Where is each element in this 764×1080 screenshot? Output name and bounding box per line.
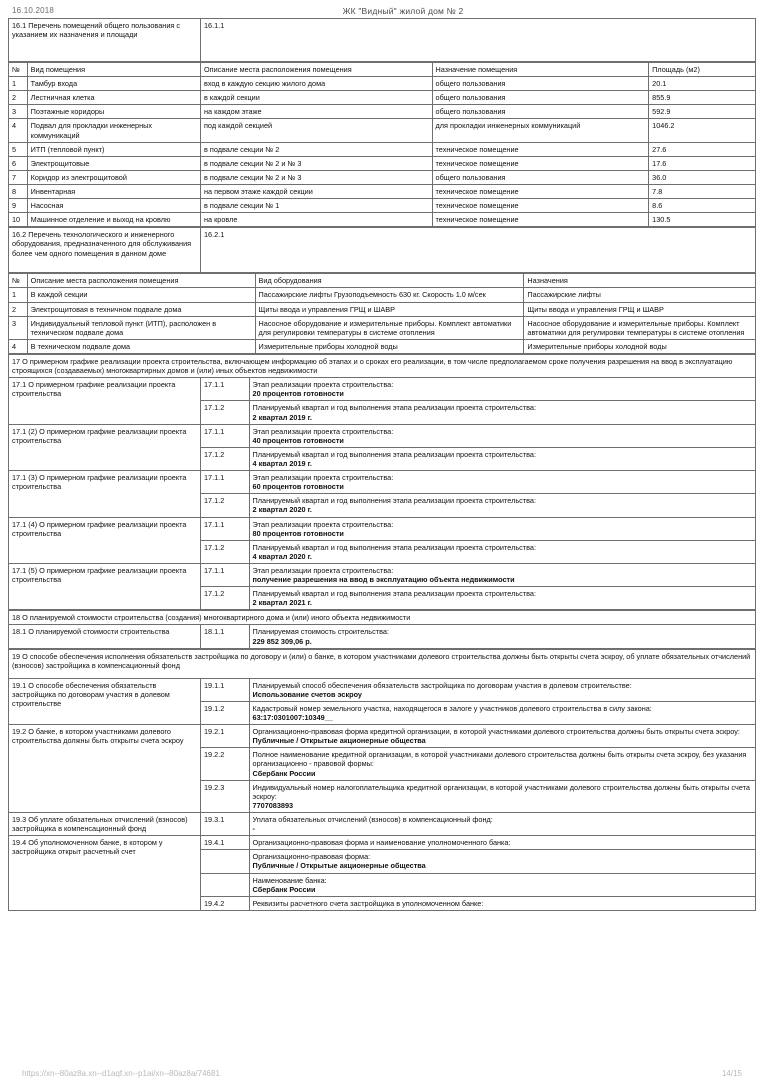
cell-location: вход в каждую секцию жилого дома [200,77,432,91]
cell-location: на первом этаже каждой секции [200,184,432,198]
cell-location: в каждой секции [200,91,432,105]
item-caption: Планируемый способ обеспечения обязательств застройщика по договорам участия в долевом строительстве: [252,680,632,690]
cell-num: 3 [9,316,28,339]
item-value: - [252,824,255,834]
cell-purpose: Насосное оборудование и измерительные приборы. Комплект автоматики для регулировки температуры в системе отопления [524,316,756,339]
cell-equipment: Измерительные приборы холодной воды [255,339,524,353]
item-code: 19.2.3 [200,780,249,812]
item-code: 17.1.2 [200,401,249,424]
cell-num: 6 [9,156,28,170]
table-section-19 [8,649,756,911]
item-value-cell [249,517,755,540]
group-17-1-label: 17.1 О примерном графике реализации проекта строительства [9,378,201,424]
cell-type: Машинное отделение и выход на кровлю [27,213,200,227]
cell-area: 17.6 [649,156,756,170]
item-caption: Наименование банка: [252,875,327,885]
table-16-2-header-row [9,274,756,288]
header-date: 16.10.2018 [12,6,55,15]
item-value-cell [249,725,755,748]
item-value-cell [249,540,755,563]
block-19-4-label: 19.4 Об уполномоченном банке, в котором у застройщика открыт расчетный счет [9,836,201,911]
item-code: 19.4.1 [200,836,249,850]
col-head-equipment: Вид оборудования [255,274,524,288]
header-title: ЖК "Видный" жилой дом № 2 [342,6,464,16]
item-caption: Реквизиты расчетного счета застройщика в уполномоченном банке: [252,898,484,908]
item-caption: Планируемый квартал и год выполнения этапа реализации проекта строительства: [252,449,537,459]
cell-location: В техническом подвале дома [27,339,255,353]
table-16-2-title [8,227,756,273]
col-head-num: № [9,274,28,288]
item-value: 63:17:0301007:10349__ [252,713,333,723]
item-value-cell [249,378,755,401]
cell-area: 7.8 [649,184,756,198]
item-value-cell [249,563,755,586]
cell-purpose: общего пользования [432,170,649,184]
block-16-1-code: 16.1.1 [200,19,755,62]
item-value: 80 процентов готовности [252,528,344,538]
col-head-num: № [9,63,28,77]
cell-type: Инвентарная [27,184,200,198]
section-19-title: 19 О способе обеспечения исполнения обязательств застройщика по договору и (или) о банке, в котором участниками долевого строительства должны быть открыты счета эскроу, об уплате обязательных отчислений (взносов) застройщика в компенсационный фонд [9,649,756,678]
item-value-cell [249,678,755,701]
item-caption: Этап реализации проекта строительства: [252,519,394,529]
cell-num: 4 [9,119,28,142]
cell-area: 855.9 [649,91,756,105]
item-caption: Организационно-правовая форма и наименование уполномоченного банка: [252,838,511,848]
cell-location: в подвале секции № 2 и № 3 [200,156,432,170]
cell-num: 5 [9,142,28,156]
cell-purpose: общего пользования [432,77,649,91]
cell-num: 2 [9,91,28,105]
cell-num: 1 [9,77,28,91]
item-code: 17.1.2 [200,540,249,563]
item-value-cell [249,424,755,447]
table-row [9,184,756,198]
item-code: 17.1.2 [200,587,249,610]
cell-type: Тамбур входа [27,77,200,91]
item-value: 4 квартал 2020 г. [252,551,312,561]
item-value: 40 процентов готовности [252,435,344,445]
item-value: Использование счетов эскроу [252,689,362,699]
item-value-cell [249,836,755,850]
item-value: получение разрешения на ввод в эксплуатацию объекта недвижимости [252,575,515,585]
table-16-2 [8,273,756,354]
item-value-cell [249,471,755,494]
cell-purpose: общего пользования [432,91,649,105]
item-caption: Этап реализации проекта строительства: [252,380,394,390]
cell-area: 130.5 [649,213,756,227]
cell-location: на кровле [200,213,432,227]
cell-num: 4 [9,339,28,353]
item-value: 2 квартал 2021 г. [252,598,312,608]
table-section-18 [8,610,756,648]
cell-area: 592.9 [649,105,756,119]
item-value-cell [249,813,755,836]
item-value: 4 квартал 2019 г. [252,458,312,468]
item-code: 17.1.1 [200,563,249,586]
item-code: 19.3.1 [200,813,249,836]
table-16-1-title [8,18,756,62]
item-code [200,873,249,896]
group-17-2-label: 17.1 (2) О примерном графике реализации проекта строительства [9,424,201,470]
section-17-title: 17 О примерном графике реализации проекта строительства, включающем информацию об этапах и о сроках его реализации, в том числе предполагаемом сроке получения разрешения на ввод в эксплуатацию строящихся (создаваемых) многоквартирных домов и (или) иных объектов недвижимости [9,354,756,377]
item-value-cell [249,587,755,610]
item-value: Публичные / Открытые акционерные общества [252,736,426,746]
item-value: 60 процентов готовности [252,482,344,492]
item-code: 17.1.2 [200,447,249,470]
cell-num: 9 [9,199,28,213]
item-caption: Организационно-правовая форма: [252,852,371,862]
item-value-cell [249,625,755,648]
cell-purpose: Щиты ввода и управления ГРЩ и ШАВР [524,302,756,316]
table-row [9,156,756,170]
cell-location: Индивидуальный тепловой пункт (ИТП), расположен в техническом подвале дома [27,316,255,339]
item-value-cell [249,748,755,780]
block-16-1-title: 16.1 Перечень помещений общего пользования с указанием их назначения и площади [9,19,201,62]
cell-equipment: Щиты ввода и управления ГРЩ и ШАВР [255,302,524,316]
item-caption: Организационно-правовая форма кредитной организации, в которой участниками долевого строительства должны быть открыты счета эскроу: [252,727,740,737]
item-caption: Планируемый квартал и год выполнения этапа реализации проекта строительства: [252,496,537,506]
item-value: 20 процентов готовности [252,389,344,399]
cell-location: под каждой секцией [200,119,432,142]
table-row [9,105,756,119]
cell-location: Электрощитовая в техничном подвале дома [27,302,255,316]
cell-num: 7 [9,170,28,184]
item-caption: Этап реализации проекта строительства: [252,426,394,436]
item-code: 19.1.1 [200,678,249,701]
cell-purpose: общего пользования [432,105,649,119]
cell-area: 27.6 [649,142,756,156]
cell-num: 2 [9,302,28,316]
cell-area: 36.0 [649,170,756,184]
table-row [9,199,756,213]
cell-type: Коридор из электрощитовой [27,170,200,184]
item-code: 19.2.2 [200,748,249,780]
item-code: 17.1.1 [200,378,249,401]
item-code [200,850,249,873]
item-value: 7707083893 [252,800,294,810]
item-value-cell [249,896,755,910]
item-caption: Планируемый квартал и год выполнения этапа реализации проекта строительства: [252,589,537,599]
item-value-cell [249,780,755,812]
col-head-purpose: Назначения [524,274,756,288]
group-17-3-label: 17.1 (3) О примерном графике реализации проекта строительства [9,471,201,517]
item-value: Сбербанк России [252,884,316,894]
page-footer [0,1069,764,1078]
cell-purpose: Пассажирские лифты [524,288,756,302]
block-18-1-label: 18.1 О планируемой стоимости строительства [9,625,201,648]
item-code: 17.1.1 [200,424,249,447]
item-value-cell [249,401,755,424]
item-code: 18.1.1 [200,625,249,648]
item-code: 19.4.2 [200,896,249,910]
table-row [9,316,756,339]
item-value-cell [249,701,755,724]
group-17-5-label: 17.1 (5) О примерном графике реализации проекта строительства [9,563,201,609]
cell-equipment: Пассажирские лифты Грузоподъемность 630 кг. Скорость 1.0 м/сек [255,288,524,302]
cell-num: 3 [9,105,28,119]
footer-page-number: 14/15 [721,1069,742,1078]
item-code: 17.1.1 [200,517,249,540]
col-head-location: Описание места расположения помещения [200,63,432,77]
item-value-cell [249,850,755,873]
col-head-purpose: Назначение помещения [432,63,649,77]
item-value: 2 квартал 2020 г. [252,505,312,515]
table-row [9,288,756,302]
item-caption: Планируемый квартал и год выполнения этапа реализации проекта строительства: [252,542,537,552]
item-code: 19.1.2 [200,701,249,724]
table-row [9,302,756,316]
block-16-2-code: 16.2.1 [200,228,755,273]
cell-purpose: техническое помещение [432,184,649,198]
item-value-cell [249,873,755,896]
item-caption: Кадастровый номер земельного участка, находящегося в залоге у участников долевого строительства в силу закона: [252,703,652,713]
block-19-3-label: 19.3 Об уплате обязательных отчислений (взносов) застройщика в компенсационный фонд [9,813,201,836]
cell-type: ИТП (тепловой пункт) [27,142,200,156]
cell-num: 1 [9,288,28,302]
cell-type: Поэтажные коридоры [27,105,200,119]
table-row [9,339,756,353]
item-caption: Этап реализации проекта строительства: [252,473,394,483]
cell-location: в подвале секции № 1 [200,199,432,213]
cell-location: на каждом этаже [200,105,432,119]
item-caption: Планируемая стоимость строительства: [252,627,389,637]
table-section-17 [8,354,756,610]
table-row [9,119,756,142]
item-code: 17.1.1 [200,471,249,494]
item-caption: Полное наименование кредитной организации, в которой участниками долевого строительства должны быть открыты счета эскроу, без указания организационно - правовой формы: [252,750,747,769]
table-16-1-header-row [9,63,756,77]
cell-type: Лестничная клетка [27,91,200,105]
item-code: 17.1.2 [200,494,249,517]
cell-purpose: техническое помещение [432,213,649,227]
col-head-location: Описание места расположения помещения [27,274,255,288]
group-17-4-label: 17.1 (4) О примерном графике реализации проекта строительства [9,517,201,563]
item-value: 229 852 309,06 р. [252,636,312,646]
cell-location: в подвале секции № 2 и № 3 [200,170,432,184]
cell-purpose: техническое помещение [432,156,649,170]
item-value: Сбербанк России [252,768,316,778]
cell-purpose: техническое помещение [432,199,649,213]
item-caption: Уплата обязательных отчислений (взносов) в компенсационный фонд: [252,815,493,825]
cell-purpose: для прокладки инженерных коммуникаций [432,119,649,142]
col-head-type: Вид помещения [27,63,200,77]
cell-type: Электрощитовые [27,156,200,170]
block-19-2-label: 19.2 О банке, в котором участниками долевого строительства должны быть открыты счета эскроу [9,725,201,813]
footer-url: https://xn--80az8a.xn--d1aqf.xn--p1ai/xn--80az8a/74681 [22,1069,220,1078]
col-head-area: Площадь (м2) [649,63,756,77]
cell-area: 20.1 [649,77,756,91]
block-16-2-title: 16.2 Перечень технологического и инженерного оборудования, предназначенного для обслуживания более чем одного помещения в данном доме [9,228,201,273]
table-row [9,170,756,184]
item-caption: Индивидуальный номер налогоплательщика кредитной организации, в которой участниками долевого строительства должны быть открыты счета эскроу: [252,782,750,801]
table-row [9,142,756,156]
cell-num: 10 [9,213,28,227]
table-row [9,77,756,91]
item-caption: Планируемый квартал и год выполнения этапа реализации проекта строительства: [252,403,537,413]
cell-area: 1046.2 [649,119,756,142]
cell-num: 8 [9,184,28,198]
item-value-cell [249,447,755,470]
cell-purpose: Измерительные приборы холодной воды [524,339,756,353]
table-16-1 [8,62,756,227]
item-value: Публичные / Открытые акционерные общества [252,861,426,871]
item-code: 19.2.1 [200,725,249,748]
cell-location: В каждой секции [27,288,255,302]
item-caption: Этап реализации проекта строительства: [252,565,394,575]
page-header [12,6,752,16]
cell-type: Подвал для прокладки инженерных коммуникаций [27,119,200,142]
section-18-title: 18 О планируемой стоимости строительства (создания) многоквартирного дома и (или) иного объекта недвижимости [9,611,756,625]
table-row [9,213,756,227]
block-19-1-label: 19.1 О способе обеспечения обязательств застройщика по договорам участия в долевом строительстве [9,678,201,724]
cell-area: 8.6 [649,199,756,213]
item-value: 2 квартал 2019 г. [252,412,312,422]
table-row [9,91,756,105]
cell-equipment: Насосное оборудование и измерительные приборы. Комплект автоматики для регулировки температуры в системе отопления [255,316,524,339]
item-value-cell [249,494,755,517]
cell-location: в подвале секции № 2 [200,142,432,156]
cell-type: Насосная [27,199,200,213]
cell-purpose: техническое помещение [432,142,649,156]
